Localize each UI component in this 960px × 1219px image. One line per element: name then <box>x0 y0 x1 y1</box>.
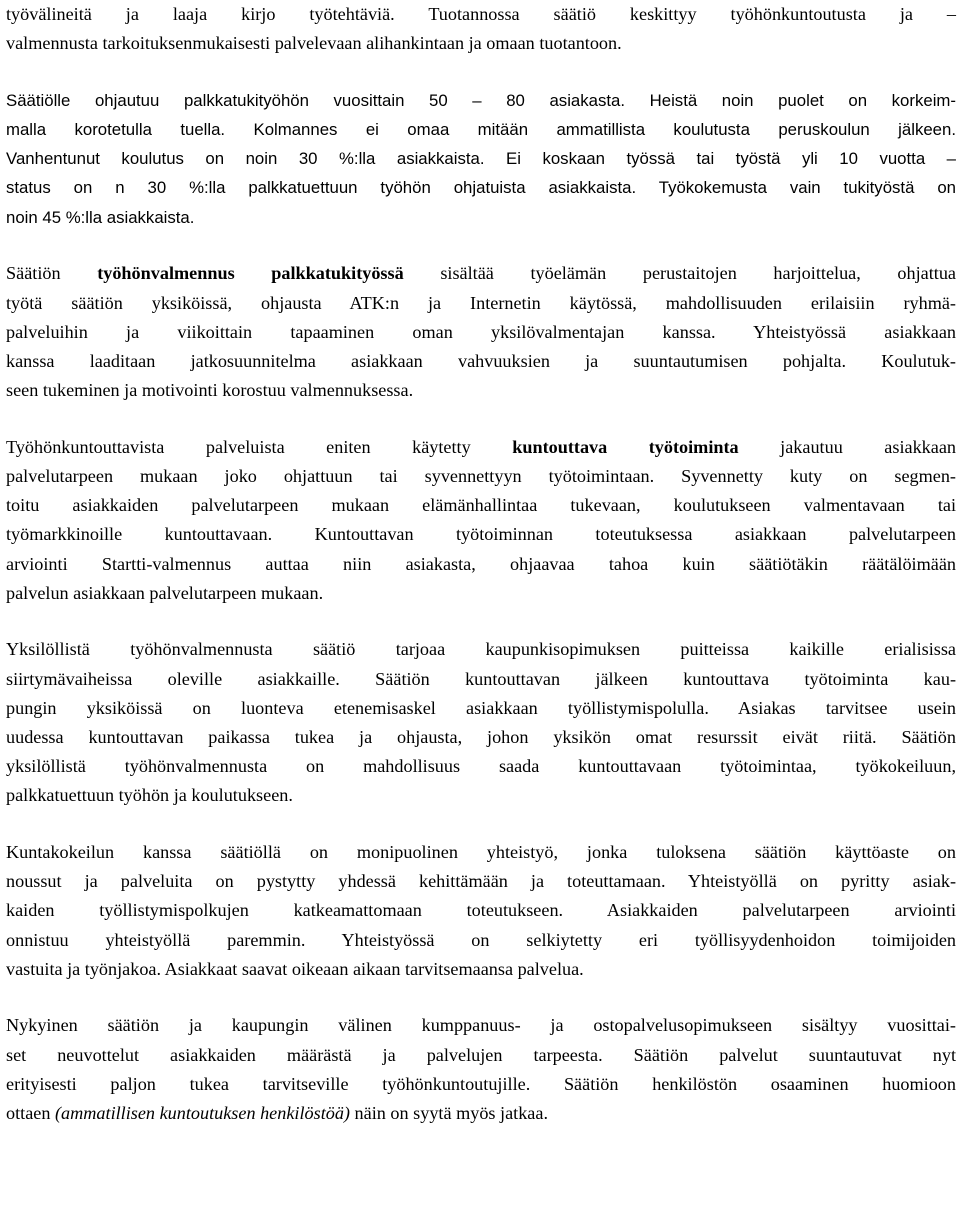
text-line: Säätiölle ohjautuu palkkatukityöhön vuosittain 50 – 80 asiakasta. Heistä noin puolet on korkeim- <box>6 90 956 110</box>
text-line: vastuita ja työnjakoa. Asiakkaat saavat oikeaan aikaan tarvitsemaansa palvelua. <box>6 958 584 979</box>
text-line: erityisesti paljon tukea tarvitseville työhönkuntoutujille. Säätiön henkilöstön osaaminen huomioon <box>6 1073 956 1094</box>
text-line <box>6 1099 956 1128</box>
paragraph-4 <box>6 433 956 608</box>
text-line <box>6 433 956 462</box>
paragraph-7 <box>6 1011 956 1128</box>
text-line: työtä säätiön yksiköissä, ohjausta ATK:n ja Internetin käytössä, mahdollisuuden erilaisiin ryhmä- <box>6 292 956 313</box>
text-line: toitu asiakkaiden palvelutarpeen mukaan elämänhallintaa tukevaan, koulutukseen valmentavaan tai <box>6 495 956 516</box>
text-line: noin 45 %:lla asiakkaista. <box>6 207 195 227</box>
text-line: arviointi Startti-valmennus auttaa niin asiakasta, ohjaavaa tahoa kuin säätiötäkin räätälöimään <box>6 553 956 574</box>
bold-term: työhönvalmennus palkkatukityössä <box>97 263 404 284</box>
text-line: työvälineitä ja laaja kirjo työtehtäviä. Tuotannossa säätiö keskittyy työhönkuntoutusta ja – <box>6 4 956 24</box>
document-page <box>6 0 956 1128</box>
text-line: kaiden työllistymispolkujen katkeamattomaan toteutukseen. Asiakkaiden palvelutarpeen arviointi <box>6 900 956 921</box>
text-run: jakautuu asiakkaan <box>738 436 957 457</box>
text-line: pungin yksiköissä on luonteva etenemisaskel asiakkaan työllistymispolulla. Asiakas tarvitsee usein <box>6 697 956 718</box>
text-line: Yksilöllistä työhönvalmennusta säätiö tarjoaa kaupunkisopimuksen puitteissa kaikille erialisissa <box>6 639 956 660</box>
text-run: sisältää työelämän perustaitojen harjoittelua, ohjattua <box>403 263 956 284</box>
text-line: palkkatuettuun työhön ja koulutukseen. <box>6 785 293 806</box>
text-line: yksilöllistä työhönvalmennusta on mahdollisuus saada kuntouttavaan työtoimintaa, työkokeiluun, <box>6 756 956 777</box>
text-line: seen tukeminen ja motivointi korostuu valmennuksessa. <box>6 380 414 401</box>
text-line: noussut ja palveluita on pystytty yhdessä kehittämään ja toteuttamaan. Yhteistyöllä on pyritty asiak- <box>6 871 956 892</box>
italic-note: (ammatillisen kuntoutuksen henkilöstöä) <box>55 1103 350 1123</box>
text-line: onnistuu yhteistyöllä paremmin. Yhteistyössä on selkiytetty eri työllisyydenhoidon toimijoiden <box>6 929 956 950</box>
text-line <box>6 259 956 288</box>
text-line: palveluihin ja viikoittain tapaaminen oman yksilövalmentajan kanssa. Yhteistyössä asiakkaan <box>6 321 956 342</box>
text-line: valmennusta tarkoituksenmukaisesti palvelevaan alihankintaan ja omaan tuotantoon. <box>6 33 622 54</box>
paragraph-2 <box>6 86 956 232</box>
text-line: työmarkkinoille kuntouttavaan. Kuntouttavan työtoiminnan toteutuksessa asiakkaan palvelutarpeen <box>6 524 956 545</box>
paragraph-3 <box>6 259 956 405</box>
text-run: Työhönkuntouttavista palveluista eniten käytetty <box>6 436 513 457</box>
paragraph-1 <box>6 0 956 58</box>
text-run: Säätiön <box>6 263 98 284</box>
text-line: siirtymävaiheissa oleville asiakkaille. Säätiön kuntouttavan jälkeen kuntouttava työtoiminta kau- <box>6 668 956 689</box>
text-run: ottaen <box>6 1103 55 1123</box>
paragraph-5 <box>6 635 956 810</box>
paragraph-6 <box>6 838 956 984</box>
text-run: näin on syytä myös jatkaa. <box>350 1103 549 1123</box>
text-line: Vanhentunut koulutus on noin 30 %:lla asiakkaista. Ei koskaan työssä tai työstä yli 10 vuotta – <box>6 149 956 169</box>
text-line: kanssa laaditaan jatkosuunnitelma asiakkaan vahvuuksien ja suuntautumisen pohjalta. Koulutuk- <box>6 350 956 371</box>
text-line: Nykyinen säätiön ja kaupungin välinen kumppanuus- ja ostopalvelusopimukseen sisältyy vuosittai- <box>6 1015 956 1036</box>
text-line: Kuntakokeilun kanssa säätiöllä on monipuolinen yhteistyö, jonka tuloksena säätiön käyttöaste on <box>6 842 956 862</box>
text-line: malla korotetulla tuella. Kolmannes ei omaa mitään ammatillista koulutusta peruskoulun jälkeen. <box>6 120 956 140</box>
text-line: palvelun asiakkaan palvelutarpeen mukaan. <box>6 582 324 603</box>
text-line: uudessa kuntouttavan paikassa tukea ja ohjausta, johon yksikön omat resurssit eivät riitä. Säätiön <box>6 726 956 747</box>
text-line: status on n 30 %:lla palkkatuettuun työhön ohjatuista asiakkaista. Työkokemusta vain tukityöstä on <box>6 178 956 198</box>
bold-term: kuntouttava työtoiminta <box>512 436 739 457</box>
text-line: palvelutarpeen mukaan joko ohjattuun tai syvennettyyn työtoimintaan. Syvennetty kuty on segmen- <box>6 465 956 486</box>
text-line: set neuvottelut asiakkaiden määrästä ja palvelujen tarpeesta. Säätiön palvelut suuntautuvat nyt <box>6 1044 956 1065</box>
